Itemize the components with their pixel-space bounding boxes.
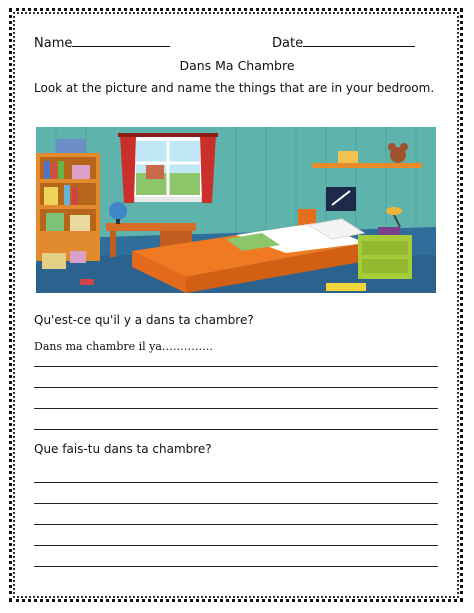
answer-line-9[interactable] [34, 566, 438, 567]
answer-line-6[interactable] [34, 503, 438, 504]
page-title: Dans Ma Chambre [179, 58, 295, 73]
question-2: Que fais-tu dans ta chambre? [34, 442, 212, 456]
date-field [272, 34, 415, 51]
answer-line-1[interactable] [34, 366, 438, 367]
date-label: Date [272, 36, 304, 51]
page-border-inner [13, 12, 459, 598]
name-field [34, 34, 170, 51]
answer-line-2[interactable] [34, 387, 438, 388]
answer-line-7[interactable] [34, 524, 438, 525]
instruction-text: Look at the picture and name the things that are in your bedroom. [34, 81, 435, 95]
answer-starter: Dans ma chambre il ya………….. [34, 340, 213, 353]
name-blank[interactable] [72, 34, 170, 47]
date-blank[interactable] [303, 34, 415, 47]
answer-line-3[interactable] [34, 408, 438, 409]
question-1: Qu'est-ce qu'il y a dans ta chambre? [34, 313, 254, 327]
name-label: Name [34, 36, 73, 51]
answer-line-5[interactable] [34, 482, 438, 483]
answer-line-8[interactable] [34, 545, 438, 546]
bedroom-illustration [36, 127, 436, 293]
answer-line-4[interactable] [34, 429, 438, 430]
